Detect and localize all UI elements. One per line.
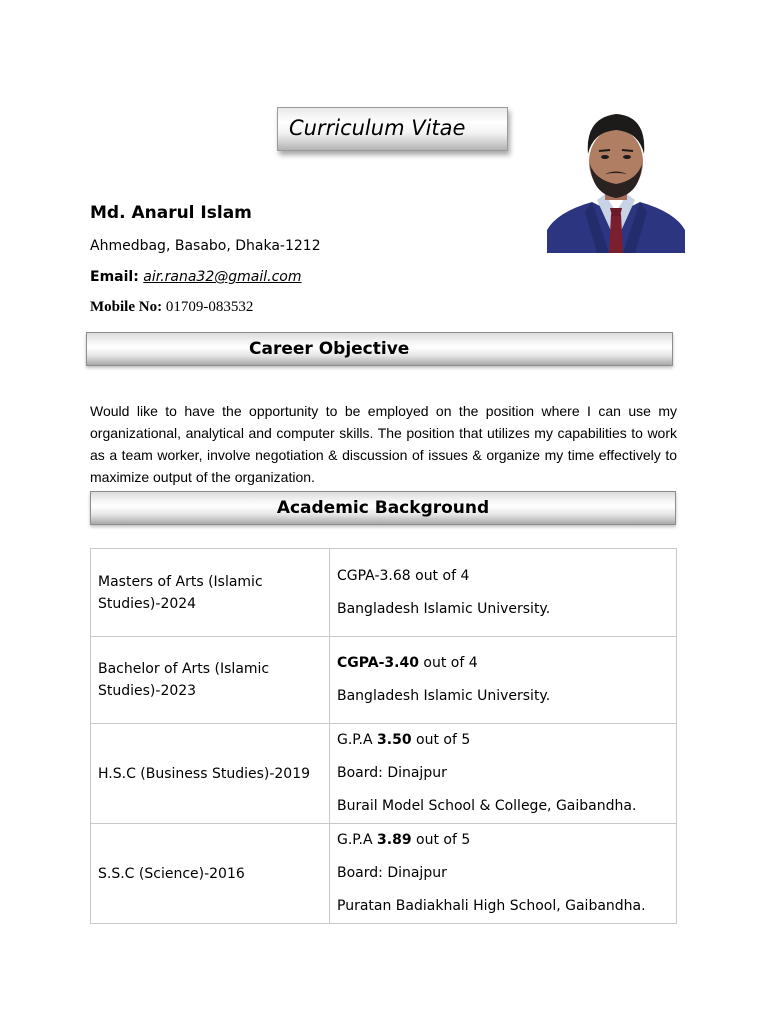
result-scale: out of 5 [411, 732, 471, 748]
result-text: G.P.A [337, 832, 378, 848]
institution: Burail Model School & College, Gaibandha. [337, 798, 637, 814]
table-row [91, 724, 677, 824]
degree-cell: Masters of Arts (Islamic Studies)-2024 [91, 549, 330, 637]
table-row [91, 637, 677, 724]
result-text: G.P.A [337, 732, 378, 748]
result-scale: out of 5 [411, 832, 471, 848]
mobile-label: Mobile No: [90, 299, 163, 315]
result-scale: out of 4 [410, 567, 470, 584]
email-line [90, 269, 301, 285]
mobile-line [90, 299, 253, 316]
board: Board: Dinajpur [337, 765, 447, 781]
result-scale: out of 4 [418, 655, 478, 671]
result-line [337, 560, 669, 593]
career-objective-heading: Career Objective [86, 332, 673, 366]
table-row [91, 824, 677, 924]
result-line [337, 824, 669, 857]
degree-cell: Bachelor of Arts (Islamic Studies)-2023 [91, 637, 330, 724]
academic-table [90, 548, 677, 924]
result-cell [330, 549, 677, 637]
candidate-name: Md. Anarul Islam [90, 203, 252, 223]
board: Board: Dinajpur [337, 865, 447, 881]
profile-photo-image [547, 102, 685, 253]
email-label: Email: [90, 269, 139, 285]
degree-cell: H.S.C (Business Studies)-2019 [91, 724, 330, 824]
table-row [91, 549, 677, 637]
result-text: CGPA-3.68 [337, 567, 411, 584]
result-bold: 3.89 [377, 832, 412, 848]
institution: Bangladesh Islamic University. [337, 688, 551, 704]
career-objective-text: Would like to have the opportunity to be employed on the position where I can use my organizational, analytical and computer skills. The position that utilizes my capabilities to work as a team worker, involve negotiation & discussion of issues & organize my time effectively to maximize output of the organization. [90, 403, 677, 485]
result-line [337, 724, 669, 757]
institution: Puratan Badiakhali High School, Gaibandha. [337, 898, 646, 914]
result-bold: CGPA-3.40 [337, 655, 419, 671]
degree-cell: S.S.C (Science)-2016 [91, 824, 330, 924]
profile-photo [547, 102, 685, 253]
result-bold: 3.50 [377, 732, 412, 748]
email-link[interactable]: air.rana32@gmail.com [143, 269, 302, 285]
cv-title: Curriculum Vitae [277, 107, 508, 151]
result-cell [330, 824, 677, 924]
result-cell [330, 637, 677, 724]
address: Ahmedbag, Basabo, Dhaka-1212 [90, 238, 321, 254]
result-cell [330, 724, 677, 824]
mobile-number: 01709-083532 [165, 299, 254, 315]
institution: Bangladesh Islamic University. [337, 600, 551, 617]
result-line [337, 647, 669, 680]
academic-background-heading: Academic Background [90, 491, 676, 525]
